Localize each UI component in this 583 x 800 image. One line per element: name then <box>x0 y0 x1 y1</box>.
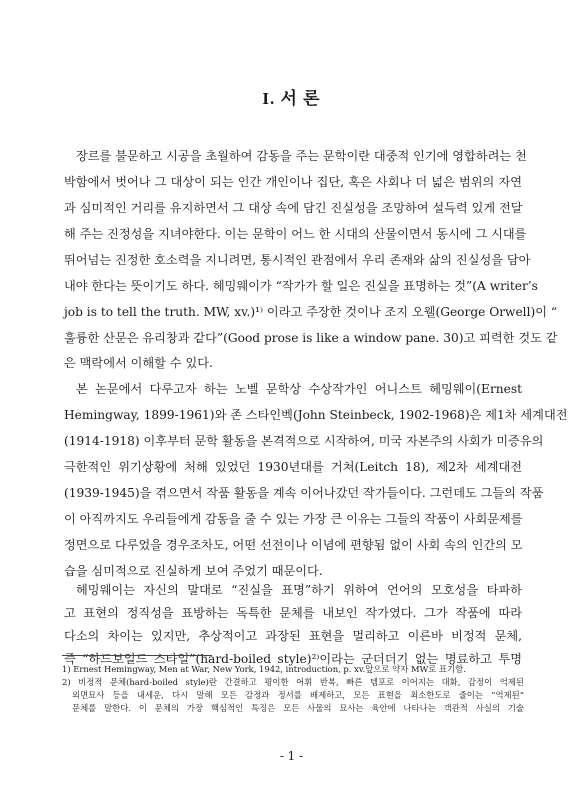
body-line: 뛰어넘는 진정한 호소력을 지니려면, 통시적인 관점에서 우리 존재와 삶의 진실성을 담아 <box>64 253 531 267</box>
section-title: I. 서 론 <box>262 89 321 108</box>
footnote-line: 2) 비정적 문체(hard-boiled style)란 간결하고 평이한 어휘 반복, 빠른 템포로 이어지는 대화, 감정이 억제된 <box>62 677 524 687</box>
body-line: 고 표현의 정직성을 표방하는 독특한 문체를 내보인 작가였다. 그가 작품에 따라 <box>64 606 522 620</box>
body-line: 극한적인 위기상황에 처해 있었던 1930년대를 거쳐(Leitch 18), 제2차 세계대전 <box>64 460 522 474</box>
body-line: 정면으로 다루었을 경우조차도, 어떤 선전이나 이념에 편향됨 없이 사회 속의 인간의 모 <box>64 538 523 552</box>
body-line: 이 아직까지도 우리들에게 감동을 줄 수 있는 가장 큰 이유는 그들의 작품이 사회문제를 <box>64 512 523 526</box>
body-line: (1939-1945)을 겪으면서 작품 활동을 계속 이어나갔던 작가들이다. 그런데도 그들의 작품 <box>64 486 544 500</box>
body-line: 즉 “하드보일드 스타일”(hard-boiled style)²⁾이라는 군더더기 없는 명료하고 투명 <box>64 652 522 666</box>
footnote-line: 외면묘사 등을 내세운, 다시 말해 모든 감정과 정서를 배제하고, 모든 표현을 최소한도로 줄이는 “억제된” <box>72 690 524 700</box>
body-line: 은 맥락에서 이해할 수 있다. <box>64 356 213 370</box>
body-line: (1914-1918) 이후부터 문학 활동을 본격적으로 시작하여, 미국 자본주의 사회가 미증유의 <box>64 434 544 448</box>
page-number: - 1 - <box>279 749 304 763</box>
body-line: 내야 한다는 뜻이기도 하다. 헤밍웨이가 “작가가 할 일은 진실을 표명하는 것”(A writer’s <box>64 279 538 293</box>
body-line: 헤밍웨이는 자신의 말대로 “진실을 표명”하기 위하여 언어의 모호성을 타파하 <box>76 583 522 597</box>
body-line: 과 심미적인 거리를 유지하면서 그 대상 속에 담긴 진실성을 조망하여 설득력 있게 전달 <box>64 201 523 215</box>
body-line: 본 논문에서 다루고자 하는 노벨 문학상 수상작가인 어니스트 헤밍웨이(Ernest <box>76 382 522 396</box>
body-line: 습을 심미적으로 진실하게 보여 주었기 때문이다. <box>64 564 323 578</box>
footnote-divider <box>62 655 212 656</box>
footnote-line: 1) Ernest Hemingway, Men at War, New York, 1942, introduction, p. xv.앞으로 약자 MW로 표기함. <box>62 664 466 674</box>
body-line: 해 주는 진정성을 지녀야한다. 이는 문학이 어느 한 시대의 산물이면서 동시에 그 시대를 <box>64 227 527 241</box>
footnote-line: 문체를 말한다. 이 문체의 가장 핵심적인 특징은 모든 사물의 묘사는 육안에 나타나는 객관적 사실의 기술 <box>72 703 524 713</box>
body-line: Hemingway, 1899-1961)와 존 스타인벡(John Steinbeck, 1902-1968)은 제1차 세계대전 <box>64 408 568 422</box>
body-line: 박함에서 벗어나 그 대상이 되는 인간 개인이나 집단, 혹은 사회나 더 넓은 범위의 자연 <box>64 175 522 189</box>
body-line: job is to tell the truth. MW, xv.)¹⁾ 이라고 주장한 것이나 조지 오웰(George Orwell)이 “ <box>64 305 558 319</box>
body-line: 다소의 차이는 있지만, 추상적이고 과장된 표현을 멀리하고 이른바 비정적 문체, <box>64 629 522 643</box>
body-line: 장르를 불문하고 시공을 초월하여 감동을 주는 문학이란 대중적 인기에 영합하려는 천 <box>76 149 527 163</box>
body-line: 훌륭한 산문은 유리창과 같다”(Good prose is like a window pane. 30)고 피력한 것도 같 <box>64 331 558 345</box>
